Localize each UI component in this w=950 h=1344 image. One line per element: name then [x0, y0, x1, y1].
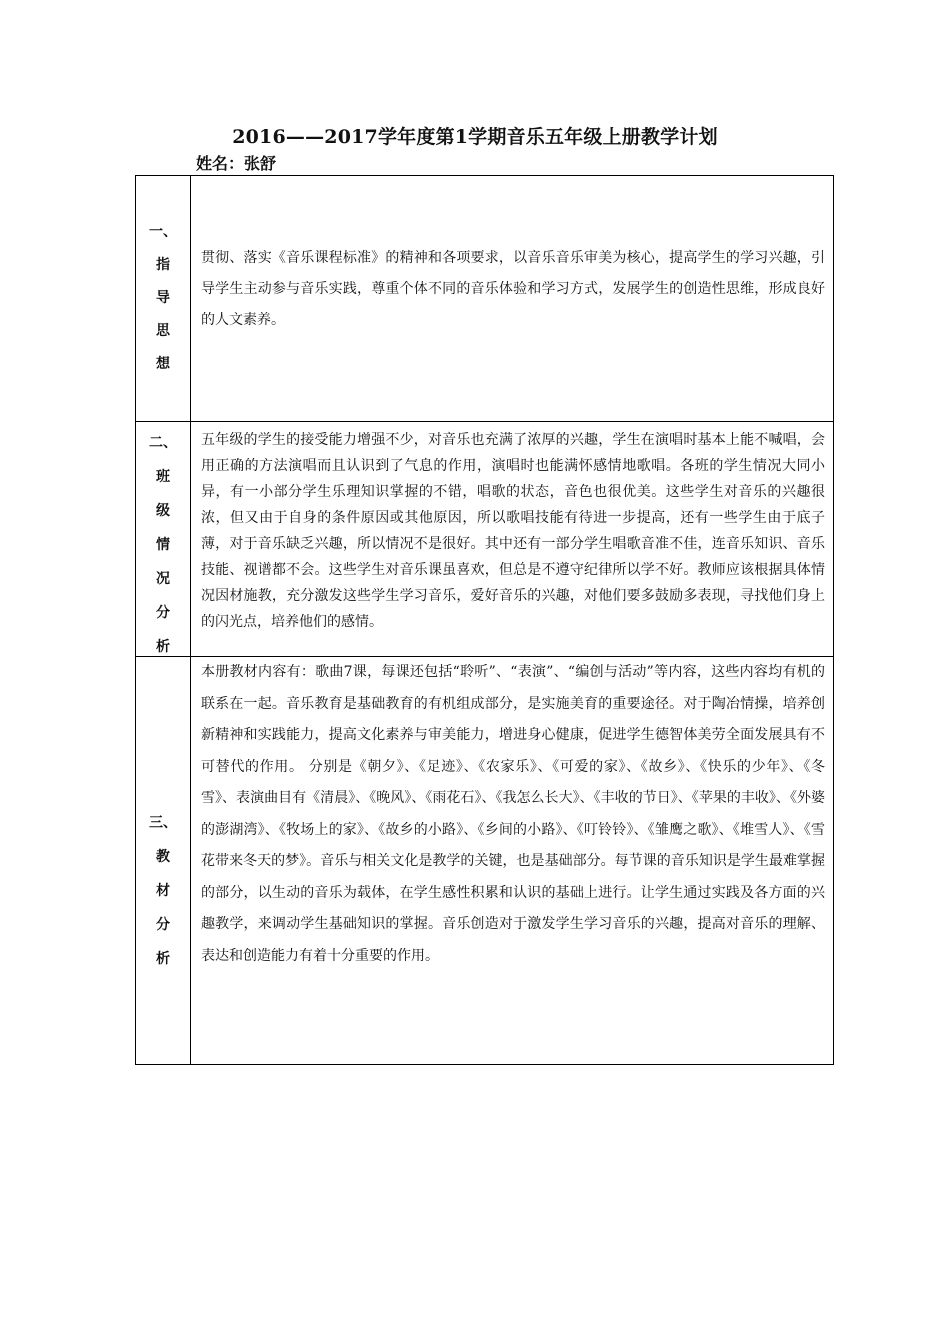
- section-text: 本册教材内容有：歌曲7课，每课还包括“聆听”、“表演”、“编创与活动”等内容，这些内容均有机的联系在一起。音乐教育是基础教育的有机组成部分，是实施美育的重要途径。对于陶冶情操，培养创新精神和实践能力，提高文化素养与审美能力，增进身心健康，促进学生德智体美劳全面发展具有不可替代的作用。 分别是《朝夕》、《足迹》、《农家乐》、《可爱的家》、《故乡》、《快乐的少年》、《冬雪》、表演曲目有《清晨》、《晚风》、《雨花石》、《我怎么长大》、《丰收的节日》、《苹果的丰收》、《外婆的澎湖湾》、《牧场上的家》、《故乡的小路》、《乡间的小路》、《叮铃铃》、《雏鹰之歌》、《堆雪人》、《雪花带来冬天的梦》。音乐与相关文化是教学的关键，也是基础部分。每节课的音乐知识是学生最难掌握的部分，以生动的音乐为载体，在学生感性积累和认识的基础上进行。让学生通过实践及各方面的兴趣教学，来调动学生基础知识的掌握。音乐创造对于激发学生学习音乐的兴趣，提高对音乐的理解、表达和创造能力有着十分重要的作用。: [201, 664, 825, 964]
- section-label-char: 情: [156, 537, 170, 553]
- section-label-char: 材: [156, 882, 170, 899]
- document-title: 2016——2017学年度第1学期音乐五年级上册教学计划: [232, 126, 718, 148]
- section-label: [136, 422, 190, 656]
- section-label-char: 想: [156, 356, 170, 372]
- section-label-char: 析: [156, 639, 170, 655]
- section-label-char: 分: [156, 916, 170, 933]
- section-text: 贯彻、落实《音乐课程标准》的精神和各项要求，以音乐音乐审美为核心，提高学生的学习兴趣，引导学生主动参与音乐实践，尊重个体不同的音乐体验和学习方式，发展学生的创造性思维，形成良好的人文素养。: [201, 250, 825, 328]
- section-label-cell: [136, 176, 191, 422]
- section-label-char: 导: [156, 290, 170, 306]
- section-guiding-thought: [136, 176, 834, 422]
- section-label-char: 析: [156, 950, 170, 967]
- section-label-cell: [136, 422, 191, 657]
- section-label-char: 况: [156, 571, 170, 587]
- section-class-analysis: [136, 422, 834, 657]
- section-text: 五年级的学生的接受能力增强不少，对音乐也充满了浓厚的兴趣，学生在演唱时基本上能不喊唱，会用正确的方法演唱而且认识到了气息的作用，演唱时也能满怀感情地歌唱。各班的学生情况大同小异，有一小部分学生乐理知识掌握的不错，唱歌的状态，音色也很优美。这些学生对音乐的兴趣很浓，但又由于自身的条件原因或其他原因，所以歌唱技能有待进一步提高，还有一些学生由于底子薄，对于音乐缺乏兴趣，所以情况不是很好。其中还有一部分学生唱歌音准不佳，连音乐知识、音乐技能、视谱都不会。这些学生对音乐课虽喜欢，但总是不遵守纪律所以学不好。教师应该根据具体情况因材施教，充分激发这些学生学习音乐，爱好音乐的兴趣，对他们要多鼓励多表现，寻找他们身上的闪光点，培养他们的感情。: [201, 432, 825, 630]
- author-name: 姓名：张舒: [196, 154, 277, 173]
- section-label-cell: [136, 657, 191, 1065]
- section-label: [136, 657, 190, 1064]
- section-content-cell: [191, 657, 834, 1065]
- section-label-char: 指: [156, 257, 170, 273]
- section-label-char: 二、: [149, 435, 177, 451]
- section-label: [136, 176, 190, 421]
- section-label-char: 级: [156, 503, 170, 519]
- section-label-char: 思: [156, 323, 170, 339]
- section-label-char: 三、: [149, 814, 177, 831]
- section-content-cell: [191, 422, 834, 657]
- section-label-char: 一、: [149, 224, 177, 240]
- section-content-cell: [191, 176, 834, 422]
- section-label-char: 分: [156, 605, 170, 621]
- section-textbook-analysis: [136, 657, 834, 1065]
- teaching-plan-table: [135, 175, 834, 1065]
- section-label-char: 班: [156, 469, 170, 485]
- section-label-char: 教: [156, 848, 170, 865]
